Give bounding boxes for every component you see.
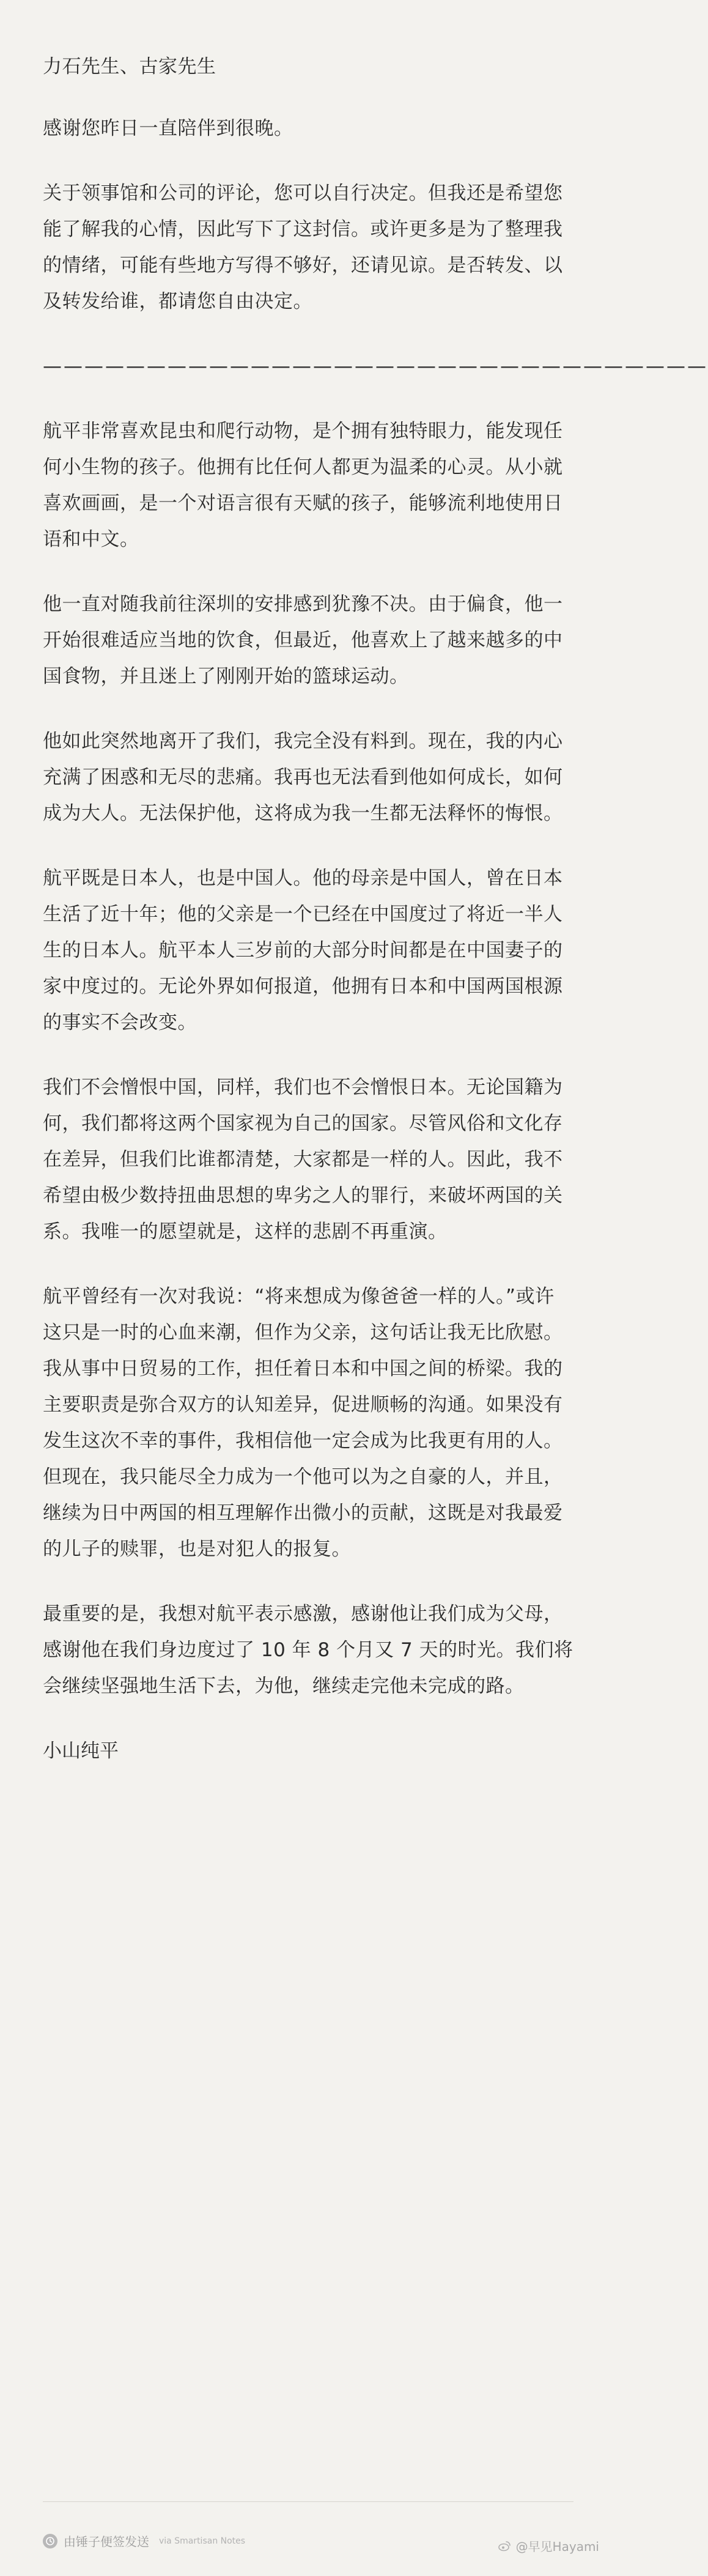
body-paragraph: 他如此突然地离开了我们，我完全没有料到。现在，我的内心充满了困惑和无尽的悲痛。我再也无法看到他如何成长，如何成为大人。无法保护他，这将成为我一生都无法释怀的悔恨。 xyxy=(43,730,563,824)
weibo-watermark xyxy=(498,2537,599,2555)
weibo-logo-icon xyxy=(498,2539,511,2553)
section-divider: ———————————————————————————————— xyxy=(43,355,708,377)
intro-paragraph: 关于领事馆和公司的评论，您可以自行决定。但我还是希望您能了解我的心情，因此写下了这封信。或许更多是为了整理我的情绪，可能有些地方写得不够好，还请见谅。是否转发、以及转发给谁，都请您自由决定。 xyxy=(43,182,563,313)
watermark-text: @早见Hayami xyxy=(515,2539,599,2554)
sent-via-app: via Smartisan Notes xyxy=(159,2536,246,2546)
footer xyxy=(0,2495,616,2576)
signature: 小山纯平 xyxy=(43,1740,119,1762)
salutation: 力石先生、古家先生 xyxy=(43,56,216,78)
body-paragraph: 他一直对随我前往深圳的安排感到犹豫不决。由于偏食，他一开始很难适应当地的饮食，但最近，他喜欢上了越来越多的中国食物，并且迷上了刚刚开始的篮球运动。 xyxy=(43,593,563,687)
sent-via-text: 由锤子便签发送 xyxy=(64,2534,149,2549)
body-paragraph: 最重要的是，我想对航平表示感激，感谢他让我们成为父母，感谢他在我们身边度过了 10 年 8 个月又 7 天的时光。我们将会继续坚强地生活下去，为他，继续走完他未完成的路。 xyxy=(43,1603,573,1697)
body-paragraph: 航平曾经有一次对我说：“将来想成为像爸爸一样的人。”或许这只是一时的心血来潮，但作为父亲，这句话让我无比欣慰。我从事中日贸易的工作，担任着日本和中国之间的桥梁。我的主要职责是弥合双方的认知差异，促进顺畅的沟通。如果没有发生这次不幸的事件，我相信他一定会成为比我更有用的人。但现在，我只能尽全力成为一个他可以为之自豪的人，并且，继续为日中两国的相互理解作出微小的贡献，这既是对我最爱的儿子的赎罪，也是对犯人的报复。 xyxy=(43,1286,563,1560)
body-paragraph: 航平非常喜欢昆虫和爬行动物，是个拥有独特眼力，能发现任何小生物的孩子。他拥有比任何人都更为温柔的心灵。从小就喜欢画画，是一个对语言很有天赋的孩子，能够流利地使用日语和中文。 xyxy=(43,420,563,550)
footer-divider xyxy=(43,2501,573,2502)
intro-paragraph: 感谢您昨日一直陪伴到很晚。 xyxy=(43,117,293,139)
body-paragraph: 航平既是日本人，也是中国人。他的母亲是中国人，曾在日本生活了近十年；他的父亲是一个已经在中国度过了将近一半人生的日本人。航平本人三岁前的大部分时间都是在中国妻子的家中度过的。无论外界如何报道，他拥有日本和中国两国根源的事实不会改变。 xyxy=(43,867,563,1034)
clock-icon xyxy=(43,2534,57,2548)
sent-via-label xyxy=(43,2532,245,2550)
body-paragraph: 我们不会憎恨中国，同样，我们也不会憎恨日本。无论国籍为何，我们都将这两个国家视为自己的国家。尽管风俗和文化存在差异，但我们比谁都清楚，大家都是一样的人。因此，我不希望由极少数持扭曲思想的卑劣之人的罪行，来破坏两国的关系。我唯一的愿望就是，这样的悲剧不再重演。 xyxy=(43,1076,563,1243)
